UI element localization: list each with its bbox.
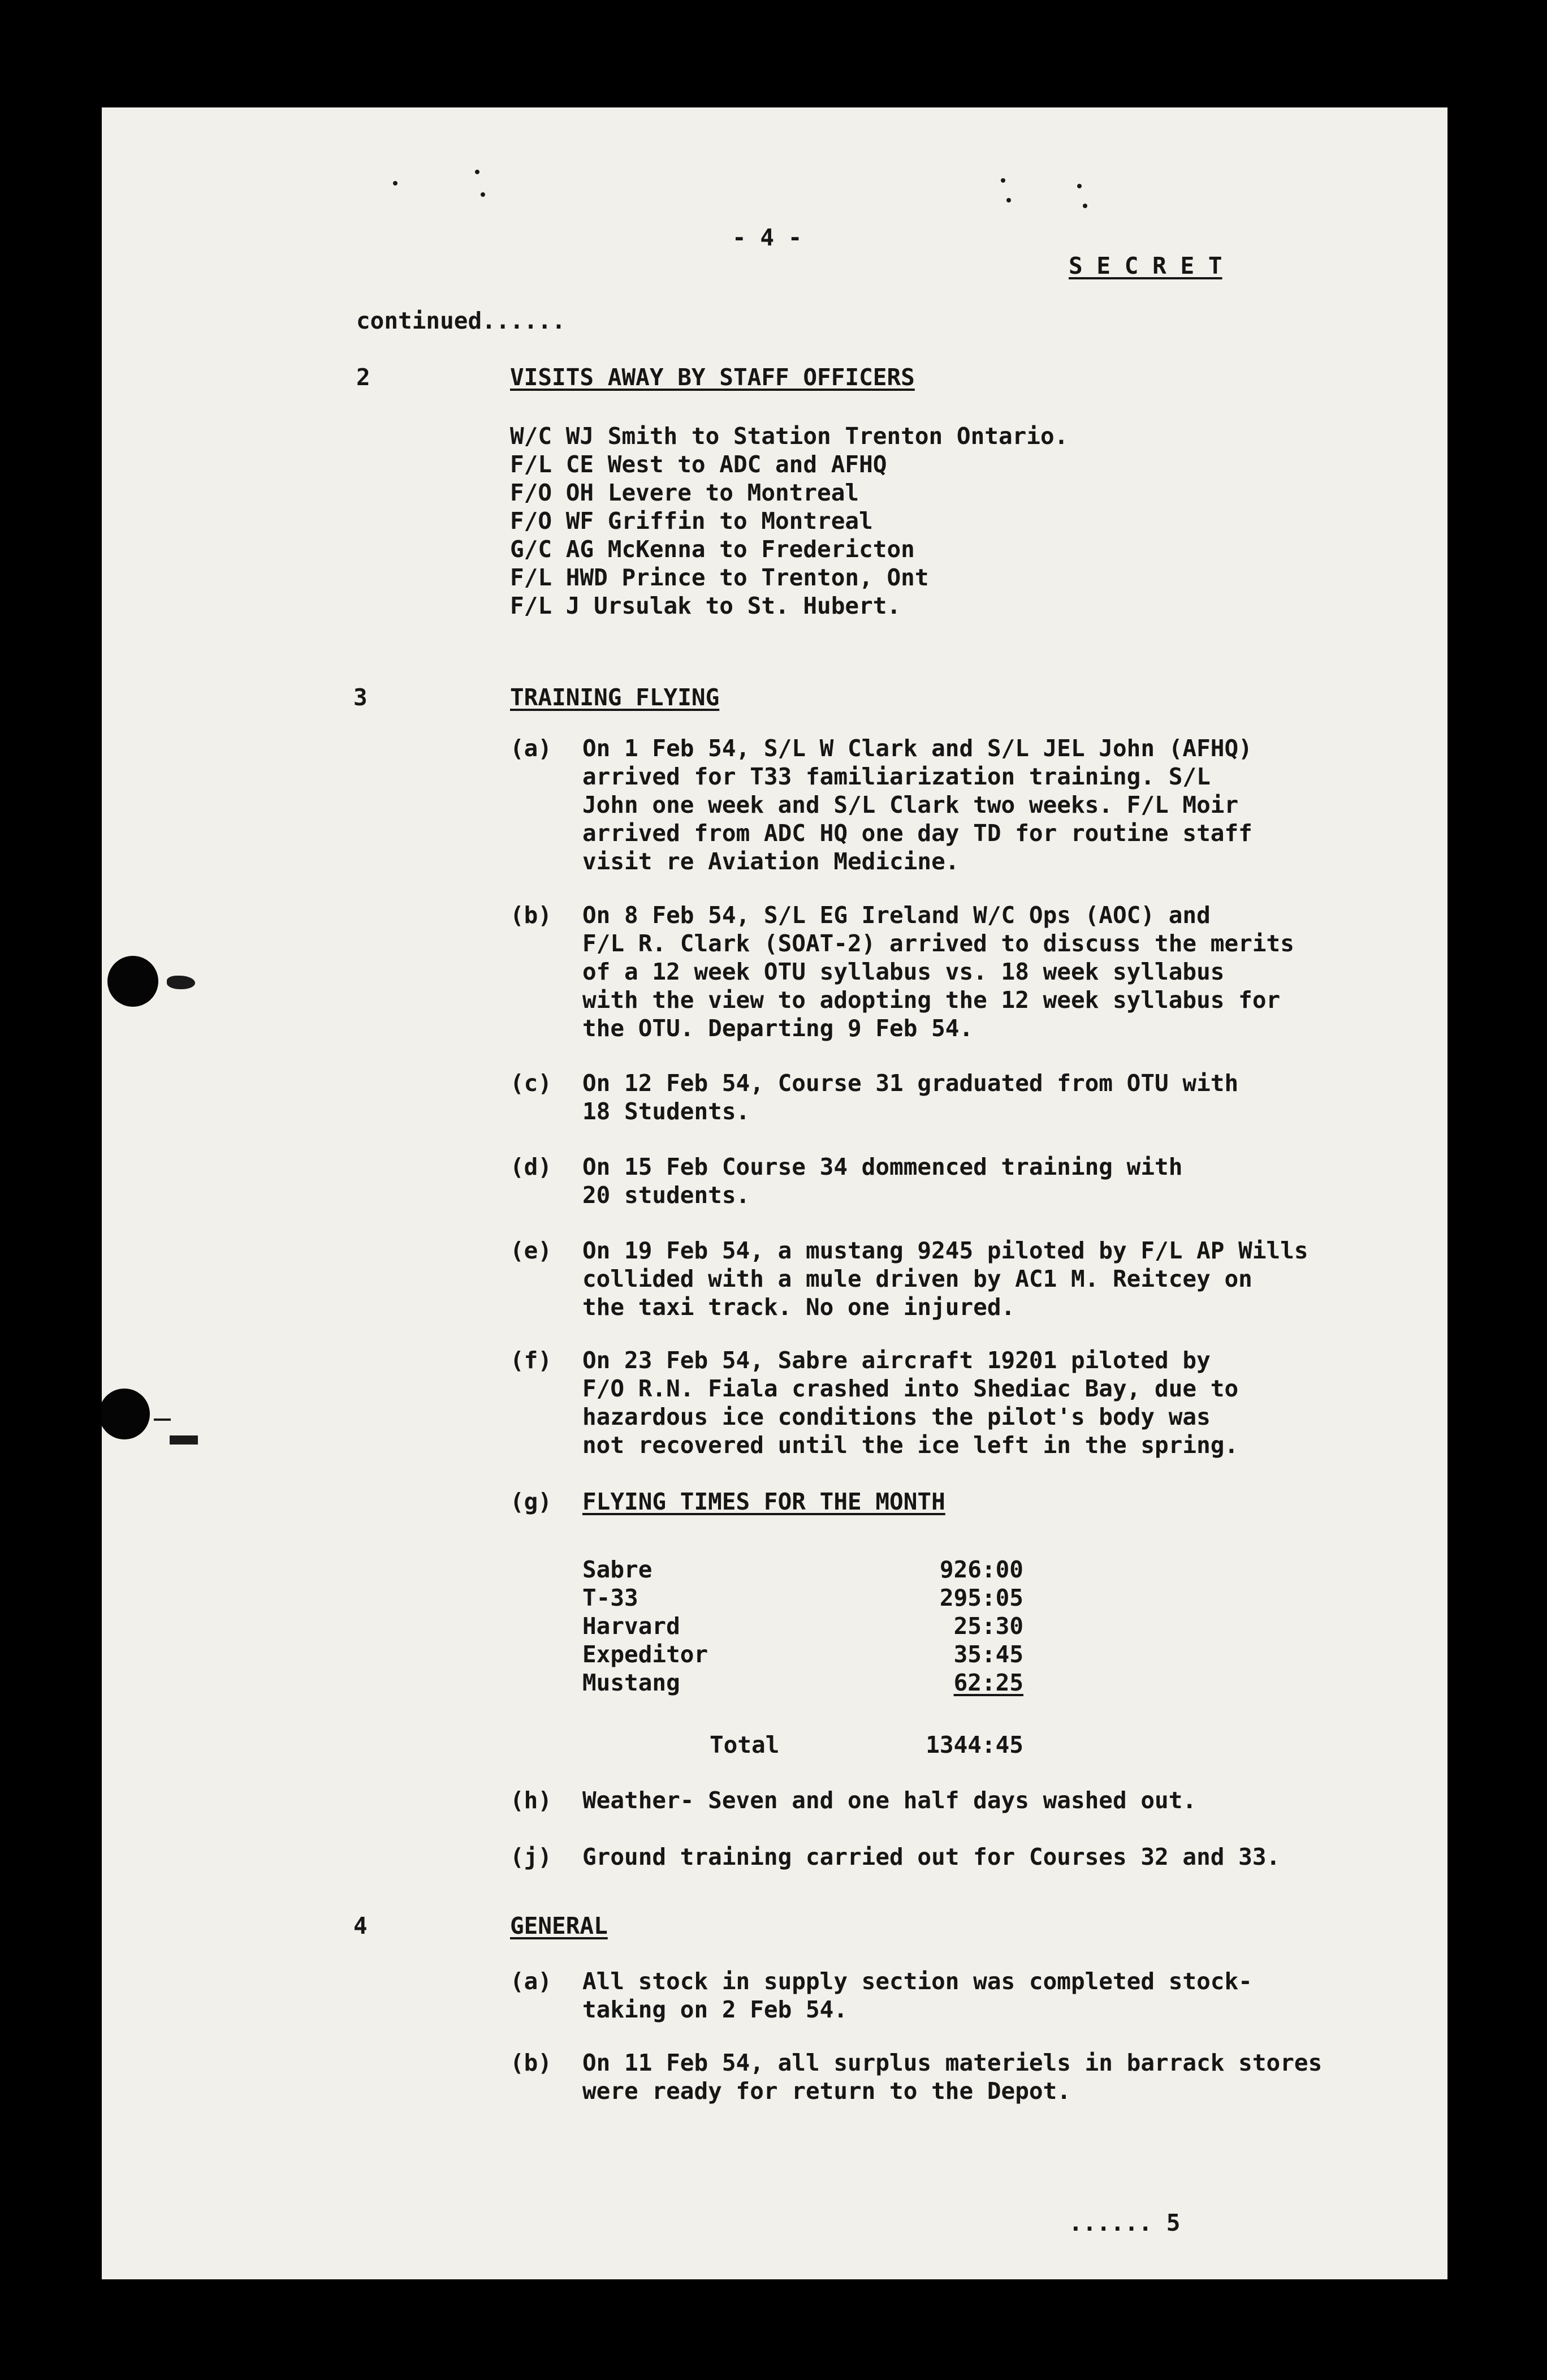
- item-line: of a 12 week OTU syllabus vs. 18 week syllabus: [582, 958, 1225, 985]
- page-number: - 4 -: [732, 224, 802, 251]
- visit-line: F/L J Ursulak to St. Hubert.: [510, 592, 901, 619]
- item-line: On 1 Feb 54, S/L W Clark and S/L JEL John (AFHQ): [582, 735, 1252, 762]
- item-line: On 12 Feb 54, Course 31 graduated from OTU with: [582, 1070, 1239, 1097]
- flying-times-heading: FLYING TIMES FOR THE MONTH: [582, 1488, 945, 1515]
- item-letter: (d): [510, 1153, 552, 1180]
- item-letter: (g): [510, 1488, 552, 1515]
- visit-line: F/L CE West to ADC and AFHQ: [510, 451, 887, 478]
- visits-list: [510, 422, 1330, 620]
- item-letter: (h): [510, 1787, 552, 1814]
- document-page: [102, 107, 1447, 2279]
- training-item-a: [582, 734, 1402, 876]
- item-line: On 19 Feb 54, a mustang 9245 piloted by F/L AP Wills: [582, 1237, 1308, 1264]
- visit-line: G/C AG McKenna to Fredericton: [510, 536, 915, 563]
- continued-marker: continued......: [356, 307, 566, 334]
- visit-line: F/O OH Levere to Montreal: [510, 479, 859, 506]
- item-letter: (a): [510, 1968, 552, 1995]
- training-item-c: [582, 1069, 1402, 1126]
- item-letter: (c): [510, 1070, 552, 1097]
- section-number: 3: [353, 684, 368, 711]
- item-line: with the view to adopting the 12 week syllabus for: [582, 986, 1281, 1014]
- visit-line: F/O WF Griffin to Montreal: [510, 507, 873, 534]
- item-line: visit re Aviation Medicine.: [582, 848, 960, 875]
- item-line: taking on 2 Feb 54.: [582, 1996, 848, 2023]
- section-heading-training: TRAINING FLYING: [510, 684, 720, 711]
- item-line: On 8 Feb 54, S/L EG Ireland W/C Ops (AOC) and: [582, 902, 1211, 929]
- item-line: arrived for T33 familiarization training. S/L: [582, 763, 1211, 790]
- general-item-a: [582, 1967, 1402, 2024]
- item-line: All stock in supply section was completed stock-: [582, 1968, 1252, 1995]
- item-line: not recovered until the ice left in the spring.: [582, 1432, 1239, 1459]
- item-letter: (f): [510, 1347, 552, 1374]
- item-letter: (a): [510, 735, 552, 762]
- section-number: 4: [353, 1912, 368, 1939]
- item-line: hazardous ice conditions the pilot's body was: [582, 1403, 1211, 1430]
- section-number: 2: [356, 364, 370, 391]
- item-line: collided with a mule driven by AC1 M. Reitcey on: [582, 1265, 1252, 1292]
- item-letter: (j): [510, 1843, 552, 1870]
- section-heading-visits: VISITS AWAY BY STAFF OFFICERS: [510, 364, 915, 391]
- visit-line: F/L HWD Prince to Trenton, Ont: [510, 564, 929, 591]
- item-line: On 23 Feb 54, Sabre aircraft 19201 piloted by: [582, 1347, 1211, 1374]
- total-value: 1344:45: [926, 1731, 1023, 1758]
- item-line: the taxi track. No one injured.: [582, 1294, 1016, 1321]
- item-line: the OTU. Departing 9 Feb 54.: [582, 1015, 974, 1042]
- ground-training-note: Ground training carried out for Courses 32 and 33.: [582, 1843, 1281, 1870]
- document-body: [102, 107, 1447, 2279]
- item-line: F/L R. Clark (SOAT-2) arrived to discuss the merits: [582, 930, 1294, 957]
- aircraft-time: 62:25: [953, 1669, 1023, 1696]
- training-item-f: [582, 1346, 1402, 1459]
- continuation-marker: ...... 5: [1069, 2209, 1181, 2236]
- weather-note: Weather- Seven and one half days washed out.: [582, 1787, 1197, 1814]
- aircraft-time: 35:45: [953, 1641, 1023, 1668]
- item-line: On 15 Feb Course 34 dommenced training with: [582, 1153, 1183, 1180]
- item-line: 20 students.: [582, 1182, 750, 1209]
- item-line: F/O R.N. Fiala crashed into Shediac Bay, due to: [582, 1375, 1239, 1402]
- training-item-d: [582, 1153, 1402, 1209]
- classification-marking: S E C R E T: [1069, 252, 1222, 279]
- aircraft-time: 295:05: [939, 1584, 1023, 1611]
- item-line: 18 Students.: [582, 1098, 750, 1125]
- item-letter: (b): [510, 902, 552, 929]
- item-line: John one week and S/L Clark two weeks. F/L Moir: [582, 791, 1239, 818]
- item-letter: (e): [510, 1237, 552, 1264]
- aircraft-time: 926:00: [939, 1556, 1023, 1583]
- general-item-b: [582, 2049, 1402, 2105]
- item-line: were ready for return to the Depot.: [582, 2077, 1071, 2105]
- training-item-e: [582, 1236, 1402, 1321]
- item-letter: (b): [510, 2049, 552, 2076]
- aircraft-name: Mustang: [582, 1669, 680, 1696]
- aircraft-name: Expeditor: [582, 1641, 708, 1668]
- total-label: Total: [710, 1731, 780, 1758]
- section-heading-general: GENERAL: [510, 1912, 608, 1939]
- training-item-b: [582, 901, 1402, 1042]
- item-line: arrived from ADC HQ one day TD for routine staff: [582, 820, 1252, 847]
- aircraft-time: 25:30: [953, 1612, 1023, 1640]
- item-line: On 11 Feb 54, all surplus materiels in barrack stores: [582, 2049, 1323, 2076]
- aircraft-name: T-33: [582, 1584, 638, 1611]
- aircraft-name: Sabre: [582, 1556, 652, 1583]
- aircraft-name: Harvard: [582, 1612, 680, 1640]
- visit-line: W/C WJ Smith to Station Trenton Ontario.: [510, 422, 1069, 450]
